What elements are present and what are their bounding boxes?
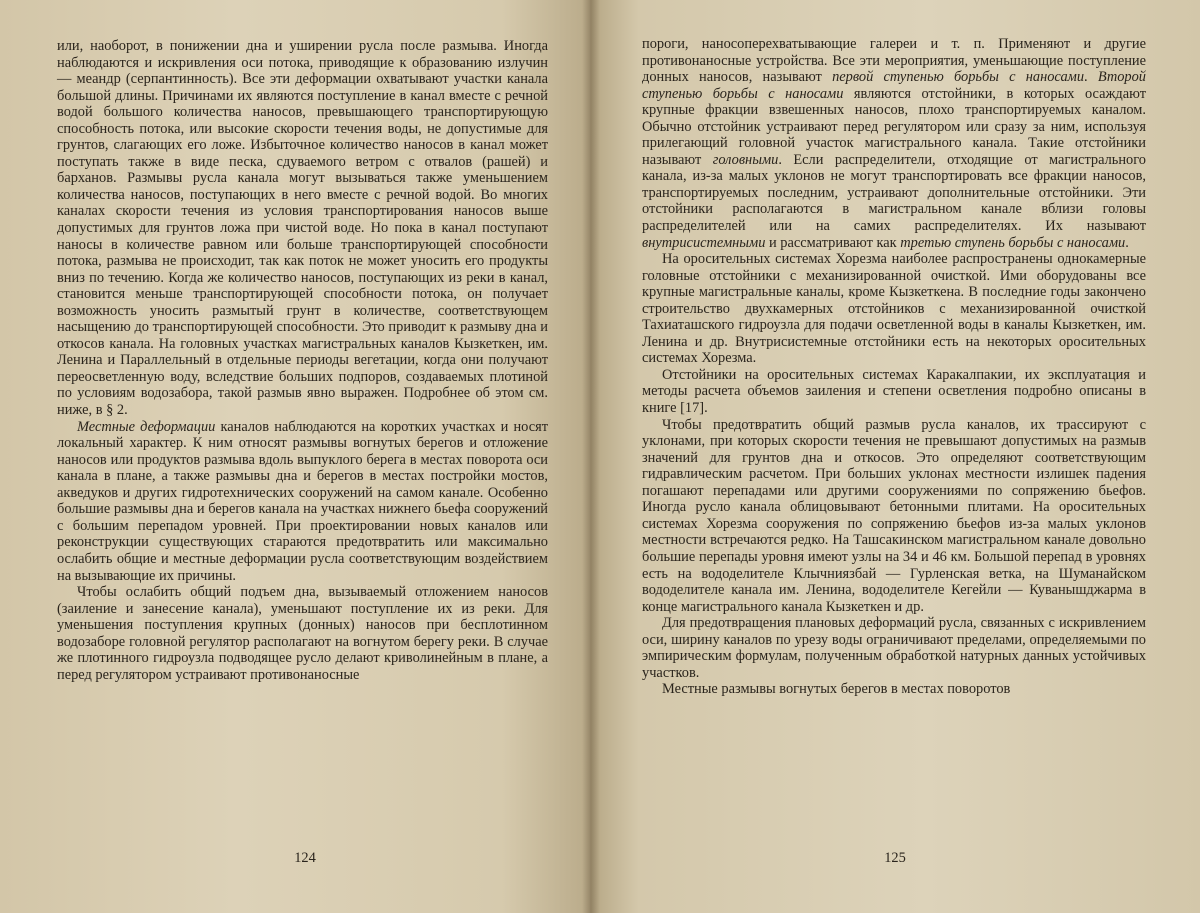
term-intrasystem: внутрисистемными <box>642 234 766 251</box>
right-p1-text-c: являются отстойники, в которых осаждают крупные фракции взвешенных наносов, плохо транспортируемых каналом. Обычно отстойник устраивают перед регулятором или сразу за ним, используя прилегающий головной участок магистрального канала. Такие отстойники называют <box>642 85 1146 168</box>
term-local-deformations: Местные деформации <box>77 418 216 435</box>
left-paragraph-2-text: каналов наблюдаются на коротких участках и носят локальный характер. К ним относят размывы вогнутых берегов и отложение наносов или продуктов размыва вдоль выпуклого берега в местах поворота оси канала в плане, а также размывы дна и берегов в местах постройки мостов, акведуков и других гидротехнических сооружений на самом канале. Особенно большие размывы дна и берегов канала на участках нижнего бьефа сооружений с большим перепадом уровней. При проектировании новых каналов или реконструкции существующих стараются предотвратить или максимально ослабить общие и местные деформации русла соответствующим воздействием на вызывающие их причины. <box>57 418 548 584</box>
right-p1-text-f: . <box>1125 234 1129 251</box>
right-paragraph-1 <box>642 36 1146 251</box>
right-p1-text-a: пороги, наноcоперехватывающие галереи и т. п. Применяют и другие противонаносные устройства. Все эти мероприятия, уменьшающие поступление донных наносов, называют <box>642 36 1146 86</box>
book-gutter <box>582 0 600 913</box>
right-p1-text-b: . <box>1084 69 1098 86</box>
term-first-stage: первой ступенью борьбы с наносами <box>832 69 1085 86</box>
left-paragraph-2 <box>57 419 548 584</box>
term-third-stage: третью ступень борьбы с наносами <box>900 234 1126 251</box>
right-paragraph-2: На оросительных системах Хорезма наиболее распространены однокамерные головные отстойники с механизированной очисткой. Ими оборудованы все крупные магистральные каналы, кроме Кызкеткена. В последние годы закончено строительство двухкамерных отстойников с механизированной очисткой Тахиаташского гидроузла для подачи осветленной воды в каналы Кызкеткен, им. Ленина и др. Внутрисистемные отстойники есть на некоторых оросительных системах Хорезма. <box>642 251 1146 367</box>
right-p1-text-d: . Если распределители, отходящие от магистрального канала, из-за малых уклонов не могут транспортировать все фракции наносов, транспортируемых последним, устраивают дополнительные отстойники. Эти отстойники располагаются в магистральном канале вблизи головы распределителей или на самих распределителях. Их называют <box>642 151 1146 235</box>
right-page <box>590 0 1200 913</box>
right-p1-text-e: и рассматривают как <box>765 234 901 251</box>
right-paragraph-5: Для предотвращения плановых деформаций русла, связанных с искривлением оси, ширину каналов по урезу воды ограничивают пределами, определяемыми по эмпирическим формулам, полученным обработкой натурных данных устойчивых участков. <box>642 615 1146 681</box>
page-number-left: 124 <box>294 850 316 867</box>
term-head-settlers: головными <box>712 151 779 168</box>
right-paragraph-6: Местные размывы вогнутых берегов в местах поворотов <box>662 681 1011 698</box>
left-paragraph-1: или, наоборот, в понижении дна и уширении русла после размыва. Иногда наблюдаются и искривления оси потока, приводящие к образованию излучин — меандр (серпантинность). Все эти деформации охватывают участки канала большой длины. Причинами их являются поступление в канал вместе с речной водой большого количества наносов, превышающего транспортирующую способность потока, или высокие скорости течения воды, не допустимые для грунтов, слагающих его ложе. Избыточное количество наносов в канал может поступать также в виде песка, сдуваемого ветром с отвалов (рашей) и барханов. Размывы русла канала могут вызываться также уменьшением количества наносов, поступающих в него вместе с речной водой. Во многих каналах скорости течения из условия транспортирования наносов выше допустимых для грунтов ложа при чистой воде. Но пока в канал поступают наносы в количестве равном или больше транспортирующей способности потока, размыва не происходит, так как поток не может уносить его продукты вниз по течению. Когда же количество наносов, поступающих из реки в канал, становится меньше транспортирующей способности потока, он получает возможность уносить размытый грунт в количестве, соответствующем насыщению до транспортирующей способности. Это приводит к размыву дна и откосов канала. На головных участках магистральных каналов Кызкеткен, им. Ленина и Параллельный в отдельные периоды вегетации, когда они получают переосветленную воду, вследствие больших подпоров, создаваемых плотиной по условиям водозабора, такой размыв явно выражен. Подробнее об этом см. ниже, в § 2. <box>57 38 548 419</box>
left-paragraph-3: Чтобы ослабить общий подъем дна, вызываемый отложением наносов (заиление и занесение канала), уменьшают поступление их из реки. Для уменьшения поступления крупных (донных) наносов при бесплотинном водозаборе головной регулятор располагают на вогнутом берегу реки. В случае же плотинного гидроузла подводящее русло делают криволинейным в плане, а перед регулятором устраивают противонаносные <box>57 584 548 683</box>
right-paragraph-3: Отстойники на оросительных системах Каракалпакии, их эксплуатация и методы расчета объемов заиления и степени осветления подробно описаны в книге [17]. <box>642 366 1146 417</box>
page-number-right: 125 <box>884 850 906 867</box>
right-paragraph-4: Чтобы предотвратить общий размыв русла каналов, их трассируют с уклонами, при которых скорости течения не превышают допустимых на размыв значений для грунтов дна и откосов. Это определяют соответствующим гидравлическим расчетом. При больших уклонах местности излишек падения погашают перепадами или другими сооружениями по сопряжению бьефов. Иногда русло канала облицовывают бетонными плитами. На оросительных системах Хорезма сооружения по сопряжению бьефов из-за малых уклонов местности встречаются редко. На Ташсакинском магистральном канале довольно большие перепады уровня имеют узлы на 34 и 46 км. Большой перепад в уровнях есть на вододелителе Клычниязбай — Гурленская ветка, на Шуманайском вододелителе канала им. Ленина, вододелителе Кегейли — Куванышджарма в конце магистрального канала Кызкеткен и др. <box>642 416 1146 615</box>
term-second-stage: Второй ступенью борьбы с наносами <box>642 69 1146 102</box>
left-page <box>0 0 590 913</box>
